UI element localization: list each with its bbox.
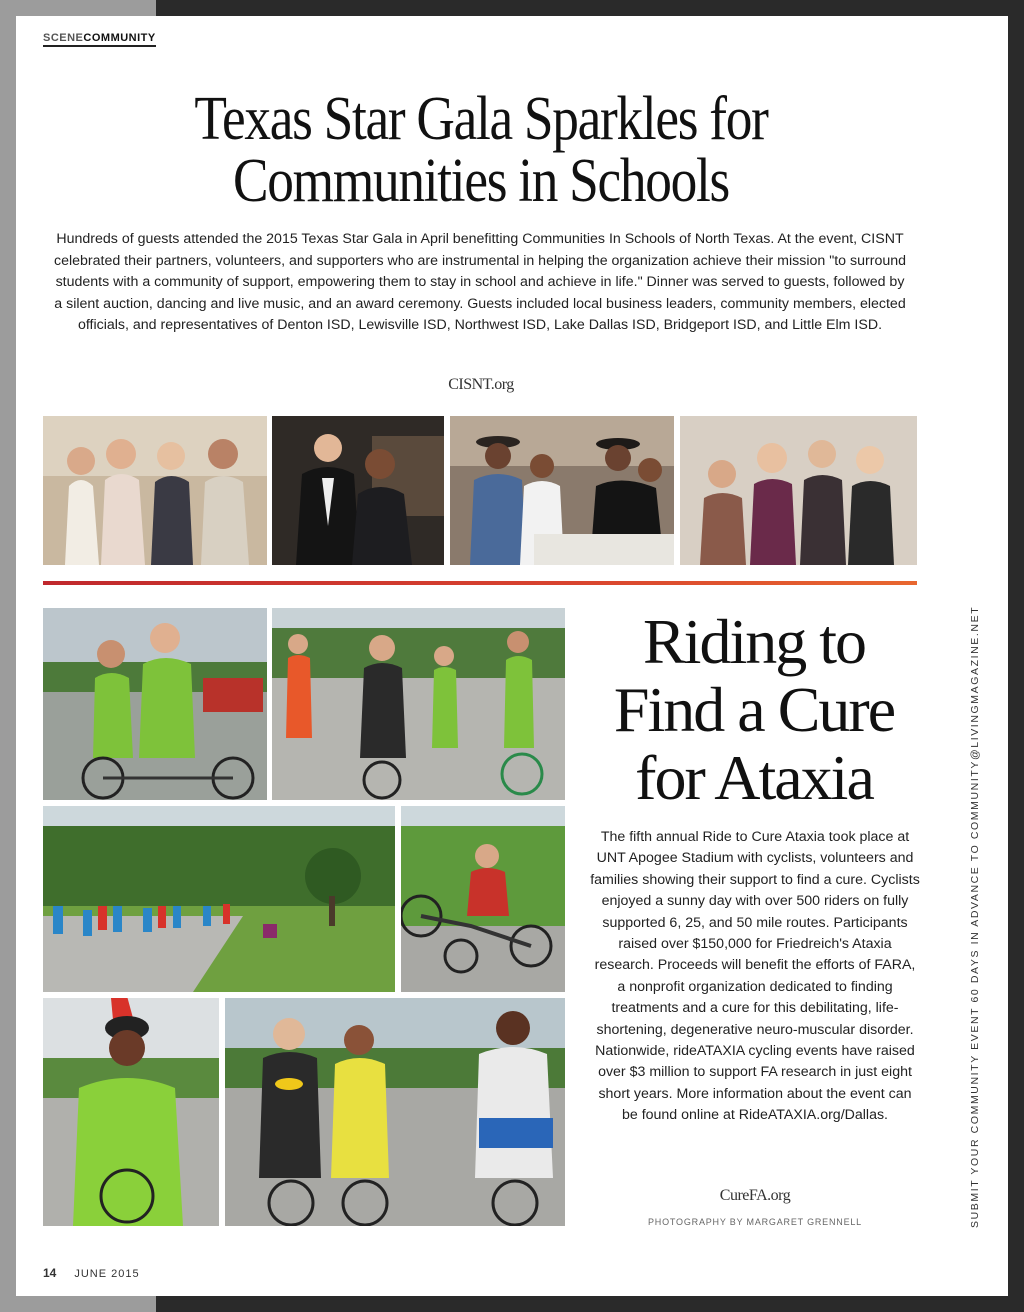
gala-photo-couple bbox=[272, 416, 444, 565]
ataxia-headline-line3: for Ataxia bbox=[635, 742, 873, 813]
photo-credit: PHOTOGRAPHY BY MARGARET GRENNELL bbox=[648, 1217, 862, 1227]
gala-headline bbox=[81, 85, 881, 215]
ride-photo-two-cyclists bbox=[43, 608, 267, 800]
section-label-scene: SCENE bbox=[43, 32, 84, 44]
ataxia-headline-line1: Riding to bbox=[642, 606, 866, 677]
gala-photo-four-women bbox=[43, 416, 267, 565]
ataxia-body-text: The fifth annual Ride to Cure Ataxia took place at UNT Apogee Stadium with cyclists, volunteers and families showing their support to find a cure. Cyclists enjoyed a sunny day with over 500 riders on fully supported 6, 25, and 50 mile routes. Participants raised over $150,000 for Friedreich's Ataxia research. Proceeds will benefit the efforts of FARA, a nonprofit organization dedicated to finding treatments and a cure for this debilitating, life-shortening, degenerative neuro-muscular disorder. Nationwide, rideATAXIA cycling events have raised over $3 million to support FA research in just eight short years. More information about the event can be found online at RideATAXIA.org/Dallas. bbox=[590, 829, 920, 1124]
gala-headline-line2: Communities in Schools bbox=[233, 147, 729, 215]
issue-date: JUNE 2015 bbox=[74, 1268, 140, 1280]
ataxia-headline-line2: Find a Cure bbox=[613, 674, 895, 745]
ride-photo-recumbent-cyclist bbox=[401, 806, 565, 992]
folio bbox=[43, 1266, 140, 1280]
magazine-page bbox=[16, 16, 1008, 1296]
ride-photo-three-cyclists bbox=[225, 998, 565, 1226]
section-label-community: COMMUNITY bbox=[83, 32, 156, 44]
section-divider-rule bbox=[43, 581, 917, 585]
ride-photo-riders-on-path bbox=[43, 806, 395, 992]
ataxia-url: CureFA.org bbox=[719, 1187, 791, 1204]
page-number: 14 bbox=[43, 1266, 57, 1280]
ataxia-headline bbox=[584, 608, 924, 812]
gala-headline-line1: Texas Star Gala Sparkles for bbox=[194, 85, 768, 153]
section-label bbox=[43, 32, 156, 47]
ride-photo-group-start bbox=[272, 608, 565, 800]
gala-url: CISNT.org bbox=[448, 376, 514, 393]
ride-photo-cyclist-mohawk-helmet bbox=[43, 998, 219, 1226]
submission-sidebar-text: SUBMIT YOUR COMMUNITY EVENT 60 DAYS IN ADVANCE TO COMMUNITY@LIVINGMAGAZINE.NET bbox=[969, 605, 981, 1228]
gala-body-text: Hundreds of guests attended the 2015 Texas Star Gala in April benefitting Communities In Schools of North Texas. At the event, CISNT celebrated their partners, volunteers, and supporters who are instrumental in helping the organization achieve their mission "to surround students with a community of support, empowering them to stay in school and achieve in life." Dinner was served to guests, followed by a silent auction, dancing and live music, and an award ceremony. Guests included local business leaders, community members, elected officials, and representatives of Denton ISD, Lewisville ISD, Northwest ISD, Lake Dallas ISD, Bridgeport ISD, and Little Elm ISD. bbox=[53, 231, 907, 333]
gala-photo-four-young-women bbox=[680, 416, 917, 565]
gala-photo-table-guests bbox=[450, 416, 674, 565]
